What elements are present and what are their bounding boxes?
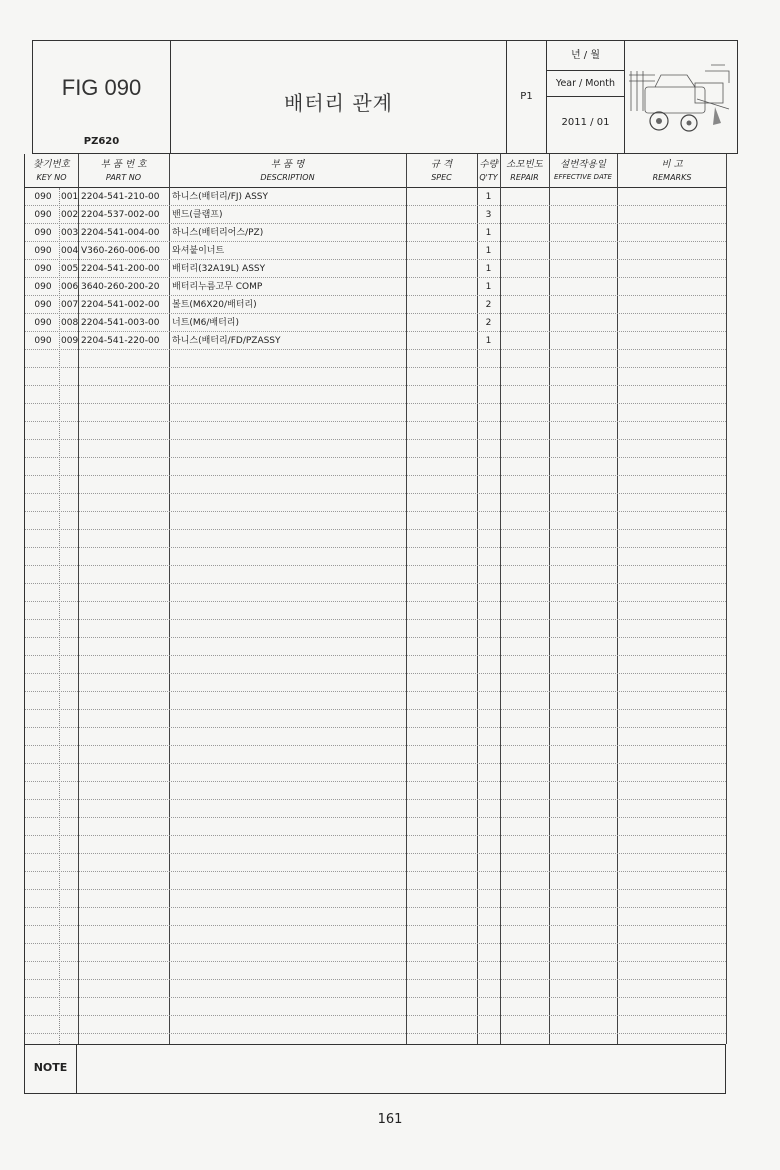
col-effective-date [549,154,617,188]
col-remarks-ko: 비 고 [661,159,683,170]
cell-desc: 와셔붙이너트 [172,246,225,256]
table-row [25,224,726,242]
col-key-en: KEY NO [36,173,67,182]
col-qty [477,154,500,188]
empty-row [25,908,726,926]
empty-row [25,548,726,566]
cell-desc: 배터리누름고무 COMP [172,282,263,292]
empty-row [25,782,726,800]
empty-row [25,1016,726,1034]
col-part-ko: 부 품 번 호 [100,159,147,170]
cell-key: 006 [61,282,78,292]
cell-fig: 090 [34,300,52,310]
empty-row [25,800,726,818]
table-header [25,154,726,188]
empty-row [25,530,726,548]
cell-part: 3640-260-200-20 [81,282,160,292]
cell-desc: 하니스(배터리/FJ) ASSY [172,192,268,202]
cell-key: 008 [61,318,78,328]
col-repair-en: REPAIR [510,173,539,182]
empty-row [25,674,726,692]
empty-row [25,890,726,908]
empty-row [25,350,726,368]
empty-row [25,980,726,998]
empty-row [25,692,726,710]
empty-row [25,512,726,530]
col-spec [406,154,477,188]
col-eff-en: EFFECTIVE DATE [554,173,612,181]
cell-part: 2204-541-003-00 [81,318,160,328]
cell-desc: 너트(M6/배터리) [172,318,240,328]
col-remarks-en: REMARKS [652,173,692,182]
empty-row [25,818,726,836]
cell-fig: 090 [34,246,52,256]
empty-row [25,458,726,476]
parts-table [24,154,726,1044]
cell-part: V360-260-006-00 [81,246,160,256]
table-row [25,278,726,296]
cell-fig: 090 [34,336,52,346]
empty-row [25,404,726,422]
col-repair [500,154,549,188]
date-label-ko: 년 / 월 [547,41,624,71]
cell-qty: 1 [485,246,492,256]
empty-row [25,440,726,458]
empty-row [25,566,726,584]
cell-part: 2204-541-004-00 [81,228,160,238]
col-qty-ko: 수량 [479,159,498,170]
cell-key: 004 [61,246,78,256]
empty-row [25,728,726,746]
cell-fig: 090 [34,264,52,274]
col-key-no [25,154,78,188]
cell-part: 2204-541-220-00 [81,336,160,346]
cell-key: 003 [61,228,78,238]
title-cell [171,41,507,153]
empty-row [25,926,726,944]
cell-key: 009 [61,336,78,346]
cell-desc: 배터리(32A19L) ASSY [172,264,266,274]
cell-fig: 090 [34,192,52,202]
empty-row [25,944,726,962]
empty-row [25,710,726,728]
cell-desc: 밴드(클램프) [172,210,223,220]
cell-fig: 090 [34,228,52,238]
cell-key: 001 [61,192,78,202]
machine-illustration [625,41,739,153]
table-row [25,242,726,260]
page-number: 161 [377,1112,403,1127]
cell-desc: 볼트(M6X20/배터리) [172,300,257,310]
cell-qty: 1 [485,228,492,238]
cell-qty: 1 [485,282,492,292]
cell-desc: 하니스(배터리/FD/PZASSY [172,336,281,346]
column-divider [726,154,727,1044]
note-box [24,1044,726,1094]
col-repair-ko: 소모빈도 [506,159,543,170]
empty-row [25,656,726,674]
col-description [169,154,406,188]
cell-qty: 3 [485,210,492,220]
cell-qty: 1 [485,264,492,274]
cell-part: 2204-541-200-00 [81,264,160,274]
note-label: NOTE [25,1045,77,1093]
cell-part: 2204-541-002-00 [81,300,160,310]
cell-fig: 090 [34,318,52,328]
cell-part: 2204-541-210-00 [81,192,160,202]
table-row [25,260,726,278]
empty-row [25,422,726,440]
cell-key: 002 [61,210,78,220]
empty-row [25,476,726,494]
cell-fig: 090 [34,210,52,220]
fig-cell [33,41,171,153]
cell-desc: 하니스(배터리어스/PZ) [172,228,264,238]
cell-key: 007 [61,300,78,310]
empty-row [25,368,726,386]
model-name: PZ620 [83,136,120,147]
page-code: P1 [520,91,533,102]
cell-qty: 2 [485,318,492,328]
empty-row [25,494,726,512]
col-spec-ko: 규 격 [430,159,453,170]
empty-row [25,638,726,656]
empty-row [25,764,726,782]
table-row [25,314,726,332]
table-row [25,206,726,224]
sheet-header [32,40,738,154]
rice-transplanter-icon [625,41,739,153]
col-eff-ko: 설번작용일 [560,159,606,170]
empty-row [25,584,726,602]
col-part-no [78,154,169,188]
empty-row [25,872,726,890]
cell-qty: 1 [485,336,492,346]
empty-row [25,854,726,872]
cell-fig: 090 [34,282,52,292]
empty-row [25,998,726,1016]
col-desc-en: DESCRIPTION [260,173,315,182]
empty-row [25,836,726,854]
date-label-en: Year / Month [547,71,624,97]
empty-row [25,602,726,620]
empty-row [25,746,726,764]
col-part-en: PART NO [105,173,142,182]
col-remarks [617,154,727,188]
empty-row [25,620,726,638]
cell-qty: 2 [485,300,492,310]
cell-key: 005 [61,264,78,274]
page-cell [507,41,547,153]
date-value: 2011 / 01 [561,117,610,128]
cell-part: 2204-537-002-00 [81,210,160,220]
date-cell [547,41,625,153]
fig-number: FIG 090 [61,75,142,100]
col-desc-ko: 부 품 명 [270,159,305,170]
empty-row [25,962,726,980]
col-key-ko: 찾기번호 [33,159,70,170]
col-qty-en: Q'TY [479,173,498,182]
table-row [25,332,726,350]
col-spec-en: SPEC [431,173,452,182]
cell-qty: 1 [485,192,492,202]
table-row [25,296,726,314]
empty-row [25,386,726,404]
table-row [25,188,726,206]
page-title: 배터리 관계 [284,91,393,115]
